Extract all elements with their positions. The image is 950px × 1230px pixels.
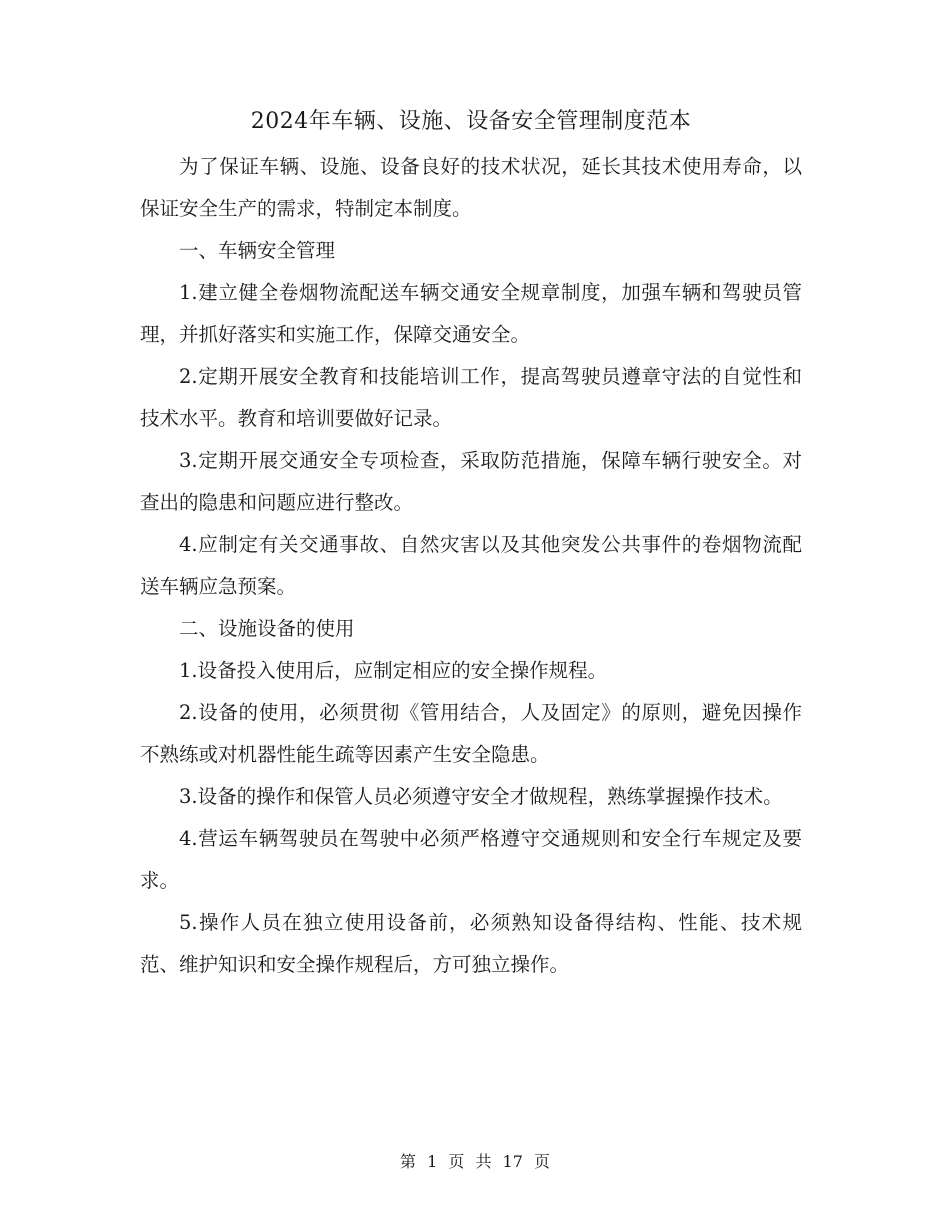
- section-2-item-5: 5.操作人员在独立使用设备前，必须熟知设备得结构、性能、技术规范、维护知识和安全操作规程后，方可独立操作。: [140, 911, 802, 976]
- page-number-footer: 第 1 页 共 17 页: [400, 1152, 550, 1171]
- document-title: 2024年车辆、设施、设备安全管理制度范本: [250, 109, 692, 134]
- section-1-item-2: 2.定期开展安全教育和技能培训工作，提高驾驶员遵章守法的自觉性和技术水平。教育和培训要做好记录。: [140, 365, 802, 430]
- section-2-item-1: 1.设备投入使用后，应制定相应的安全操作规程。: [179, 659, 608, 682]
- section-1-item-4: 4.应制定有关交通事故、自然灾害以及其他突发公共事件的卷烟物流配送车辆应急预案。: [140, 533, 802, 598]
- section-heading-vehicle-safety: 一、车辆安全管理: [179, 239, 336, 262]
- document-body: [140, 100, 802, 986]
- section-heading-equipment-use: 二、设施设备的使用: [179, 617, 355, 640]
- section-2-item-4: 4.营运车辆驾驶员在驾驶中必须严格遵守交通规则和安全行车规定及要求。: [140, 827, 802, 892]
- section-1-item-1: 1.建立健全卷烟物流配送车辆交通安全规章制度，加强车辆和驾驶员管理，并抓好落实和实施工作，保障交通安全。: [140, 281, 802, 346]
- intro-paragraph: 为了保证车辆、设施、设备良好的技术状况，延长其技术使用寿命，以保证安全生产的需求，特制定本制度。: [140, 155, 802, 220]
- section-1-item-3: 3.定期开展交通安全专项检查，采取防范措施，保障车辆行驶安全。对查出的隐患和问题应进行整改。: [140, 449, 802, 514]
- section-2-item-2: 2.设备的使用，必须贯彻《管用结合，人及固定》的原则，避免因操作不熟练或对机器性能生疏等因素产生安全隐患。: [140, 701, 802, 766]
- section-2-item-3: 3.设备的操作和保管人员必须遵守安全才做规程，熟练掌握操作技术。: [179, 785, 783, 808]
